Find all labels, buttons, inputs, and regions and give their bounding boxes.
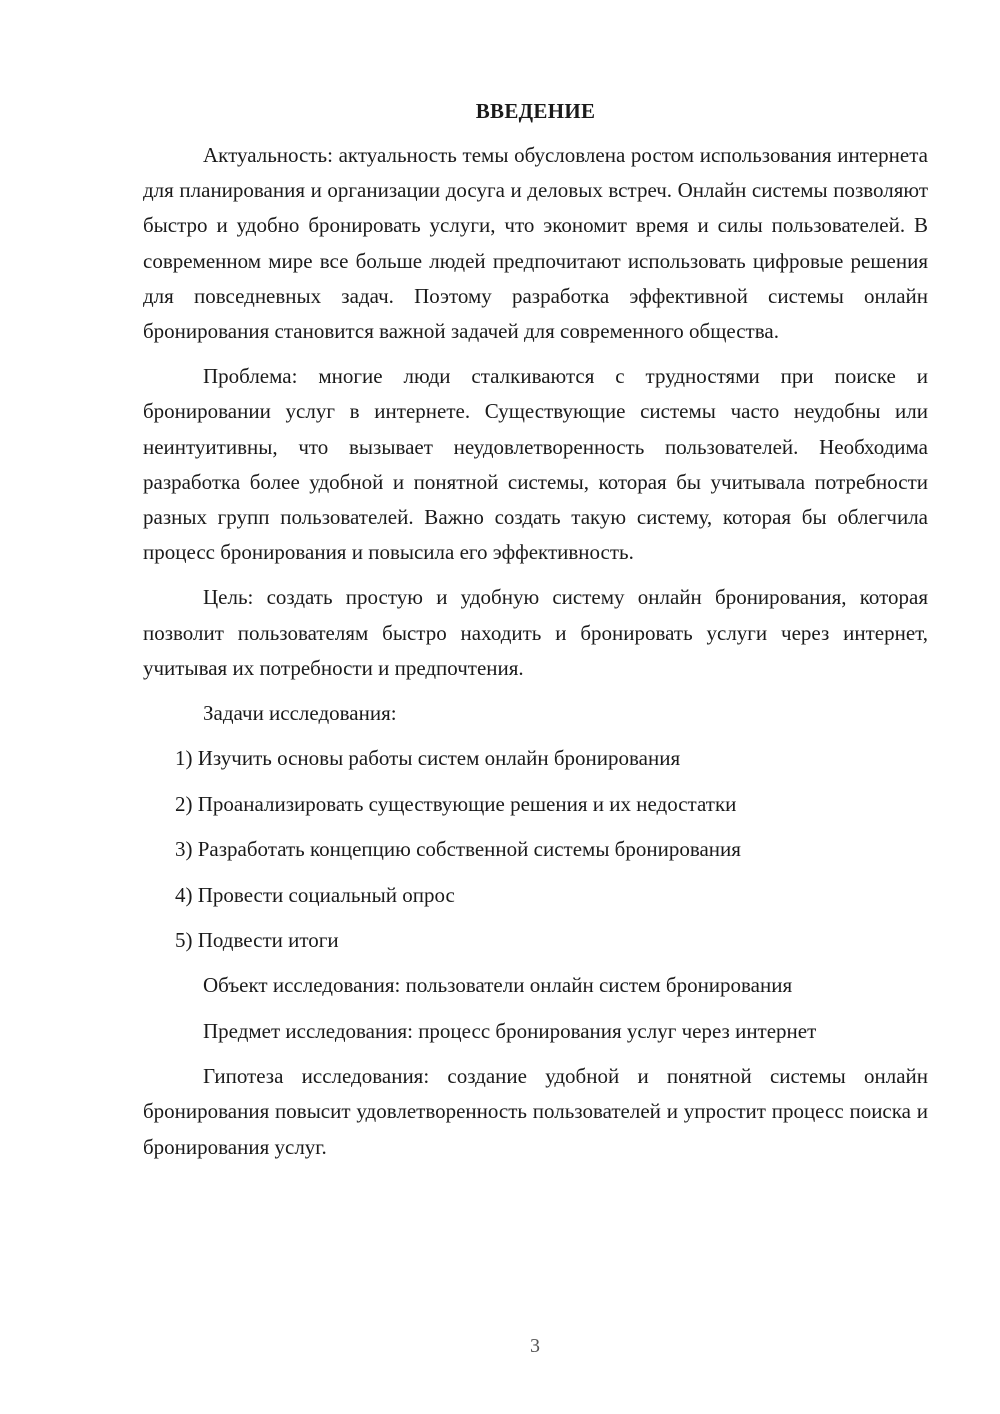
paragraph-goal: Цель: создать простую и удобную систему онлайн бронирования, которая позволит пользователям быстро находить и бронировать услуги через интернет, учитывая их потребности и предпочтения.: [143, 585, 928, 680]
page-content: [143, 96, 928, 1175]
page-number: 3: [530, 1335, 540, 1357]
task-item-4: 4) Провести социальный опрос: [175, 882, 455, 907]
paragraph-problem: Проблема: многие люди сталкиваются с трудностями при поиске и бронировании услуг в интернете. Существующие системы часто неудобны или неинтуитивны, что вызывает неудовлетворенность пользователей. Необходима разработка более удобной и понятной системы, которая бы учитывала потребности разных групп пользователей. Важно создать такую систему, которая бы облегчила процесс бронирования и повысила его эффективность.: [143, 364, 928, 565]
task-item-1: 1) Изучить основы работы систем онлайн бронирования: [175, 746, 681, 771]
research-object: Объект исследования: пользователи онлайн систем бронирования: [203, 973, 793, 998]
task-item-5: 5) Подвести итоги: [175, 928, 339, 952]
tasks-title: Задачи исследования:: [203, 701, 397, 726]
research-subject: Предмет исследования: процесс бронирования услуг через интернет: [203, 1018, 817, 1043]
paragraph-relevance: Актуальность: актуальность темы обусловлена ростом использования интернета для планирования и организации досуга и деловых встреч. Онлайн системы позволяют быстро и удобно бронировать услуги, что экономит время и силы пользователей. В современном мире все больше людей предпочитают использовать цифровые решения для повседневных задач. Поэтому разработка эффективной системы онлайн бронирования становится важной задачей для современного общества.: [143, 143, 928, 344]
task-item-3: 3) Разработать концепцию собственной системы бронирования: [175, 837, 741, 862]
paragraph-hypothesis: Гипотеза исследования: создание удобной и понятной системы онлайн бронирования повысит удовлетворенность пользователей и упростит процесс поиска и бронирования услуг.: [143, 1064, 928, 1159]
task-item-2: 2) Проанализировать существующие решения и их недостатки: [175, 791, 737, 816]
page-title: ВВЕДЕНИЕ: [475, 99, 596, 123]
